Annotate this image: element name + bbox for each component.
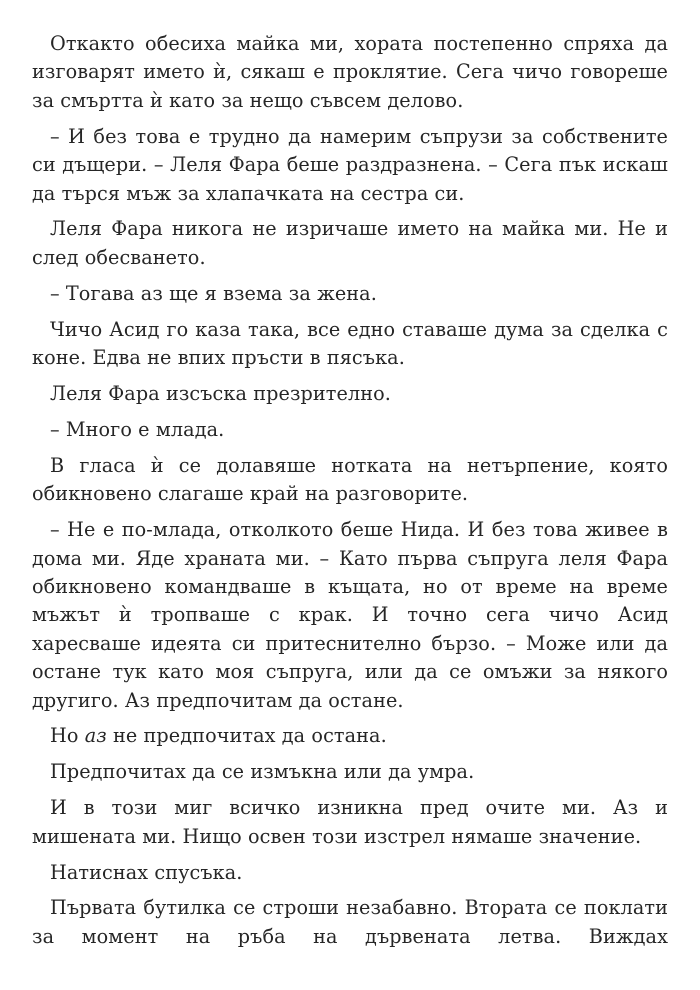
paragraph: – Тогава аз ще я взема за жена. (50, 281, 377, 305)
paragraph: Чичо Асид го каза така, все едно ставаше дума за сделка с коне. Едва не впих пръсти в пясъка. (32, 317, 668, 370)
paragraph: И в този миг всичко изникна пред очите ми. Аз и мишената ми. Нищо освен този изстрел нямаше значение. (32, 796, 668, 848)
emphasized-word: аз (84, 724, 107, 748)
paragraph: Предпочитах да се измъкна или да умра. (50, 760, 475, 784)
paragraph-with-emphasis (32, 722, 668, 750)
page-text (32, 30, 668, 959)
paragraph: – Не е по-млада, отколкото беше Нида. И без това живее в дома ми. Яде храната ми. – Като първа съпруга леля Фара обикновено командваше в къщата, но от време на време мъжът ѝ тропваше с крак. И точно сега чичо Асид харесваше идеята си притеснително бързо. – Може или да остане тук като моя съпруга, или да се омъжи за някого другиго. Аз предпочитам да остане. (32, 518, 668, 712)
paragraph: Първата бутилка се строши незабавно. Втората се поклати за момент на ръба на дървената летва. Виждах (32, 896, 668, 948)
paragraph: Откакто обесиха майка ми, хората постепенно спряха да изговарят името ѝ, сякаш е проклятие. Сега чичо говореше за смъртта ѝ като за нещо съвсем делово. (32, 32, 668, 112)
paragraph: – Много е млада. (50, 417, 225, 441)
paragraph: В гласа ѝ се долавяше нотката на нетърпение, която обикновено слагаше край на разговорите. (32, 453, 668, 506)
paragraph: Натиснах спусъка. (50, 860, 243, 884)
paragraph: Леля Фара изсъска презрително. (50, 381, 391, 405)
paragraph: – И без това е трудно да намерим съпрузи за собствените си дъщери. – Леля Фара беше раздразнена. – Сега пък искаш да търся мъж за хлапачката на сестра си. (32, 124, 668, 205)
text-before: Но (50, 724, 85, 748)
text-after: не предпочитах да остана. (106, 724, 387, 748)
paragraph: Леля Фара никога не изричаше името на майка ми. Не и след обесването. (32, 217, 668, 269)
